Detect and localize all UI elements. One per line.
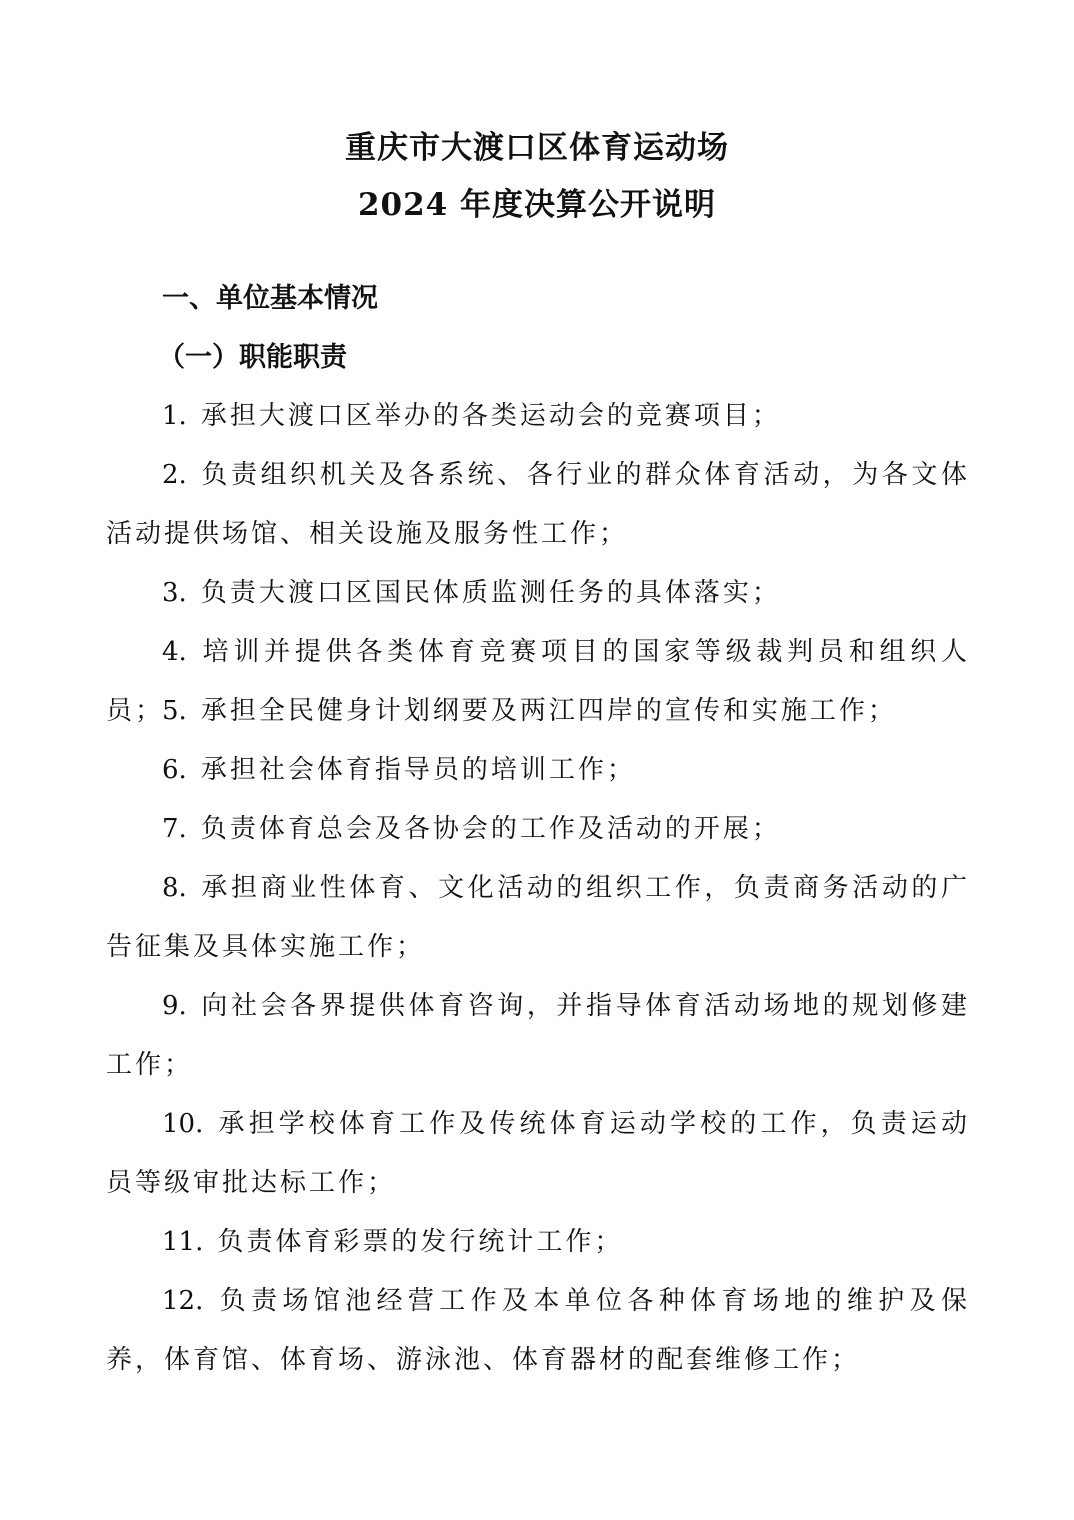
duty-number: 9. [162, 991, 187, 1021]
duty-number: 2. [162, 460, 187, 490]
duty-text: 向社会各界提供体育咨询，并指导体育活动场地的规划修建工作； [106, 991, 970, 1080]
duty-text: 负责体育彩票的发行统计工作； [217, 1227, 624, 1257]
duty-number: 11. [162, 1227, 204, 1257]
duty-number: 4. [162, 637, 187, 667]
document-title-line2: 2024 年度决算公开说明 [357, 187, 717, 223]
duty-text: 承担大渡口区举办的各类运动会的竞赛项目； [200, 401, 781, 431]
duty-item-3 [106, 564, 970, 623]
duty-item-1 [106, 387, 970, 446]
duty-number: 12. [162, 1286, 204, 1316]
duty-number: 8. [162, 873, 187, 903]
duty-number: 3. [162, 578, 187, 608]
duty-item-9 [106, 977, 970, 1095]
duty-item-7 [106, 800, 970, 859]
duty-text: 承担学校体育工作及传统体育运动学校的工作，负责运动员等级审批达标工作； [106, 1109, 970, 1198]
duty-text: 负责大渡口区国民体质监测任务的具体落实； [200, 578, 781, 608]
duty-text: 承担全民健身计划纲要及两江四岸的宣传和实施工作； [200, 696, 897, 726]
duty-item-5 [106, 682, 970, 741]
duty-number: 5. [162, 696, 187, 726]
duty-item-6 [106, 741, 970, 800]
duty-text: 承担商业性体育、文化活动的组织工作，负责商务活动的广告征集及具体实施工作； [106, 873, 970, 962]
duty-number: 10. [162, 1109, 204, 1139]
duty-item-2 [106, 446, 970, 564]
duty-text: 承担社会体育指导员的培训工作； [200, 755, 636, 785]
duty-text: 负责场馆池经营工作及本单位各种体育场地的维护及保养，体育馆、体育场、游泳池、体育器材的配套维修工作； [106, 1286, 970, 1375]
duty-item-8 [106, 859, 970, 977]
duty-item-10 [106, 1095, 970, 1213]
duty-text: 培训并提供各类体育竞赛项目的国家等级裁判员和组织人员； [106, 637, 970, 726]
duty-number: 6. [162, 755, 187, 785]
duty-number: 7. [162, 814, 187, 844]
subsection-heading-duties: （一）职能职责 [158, 342, 347, 373]
duty-text: 负责组织机关及各系统、各行业的群众体育活动，为各文体活动提供场馆、相关设施及服务性工作； [106, 460, 970, 549]
section-heading-basic-info: 一、单位基本情况 [162, 283, 378, 314]
duty-text: 负责体育总会及各协会的工作及活动的开展； [200, 814, 781, 844]
duty-item-11 [106, 1213, 970, 1272]
document-title-line1: 重庆市大渡口区体育运动场 [345, 130, 729, 166]
duty-number: 1. [162, 401, 187, 431]
duty-item-12 [106, 1272, 970, 1390]
